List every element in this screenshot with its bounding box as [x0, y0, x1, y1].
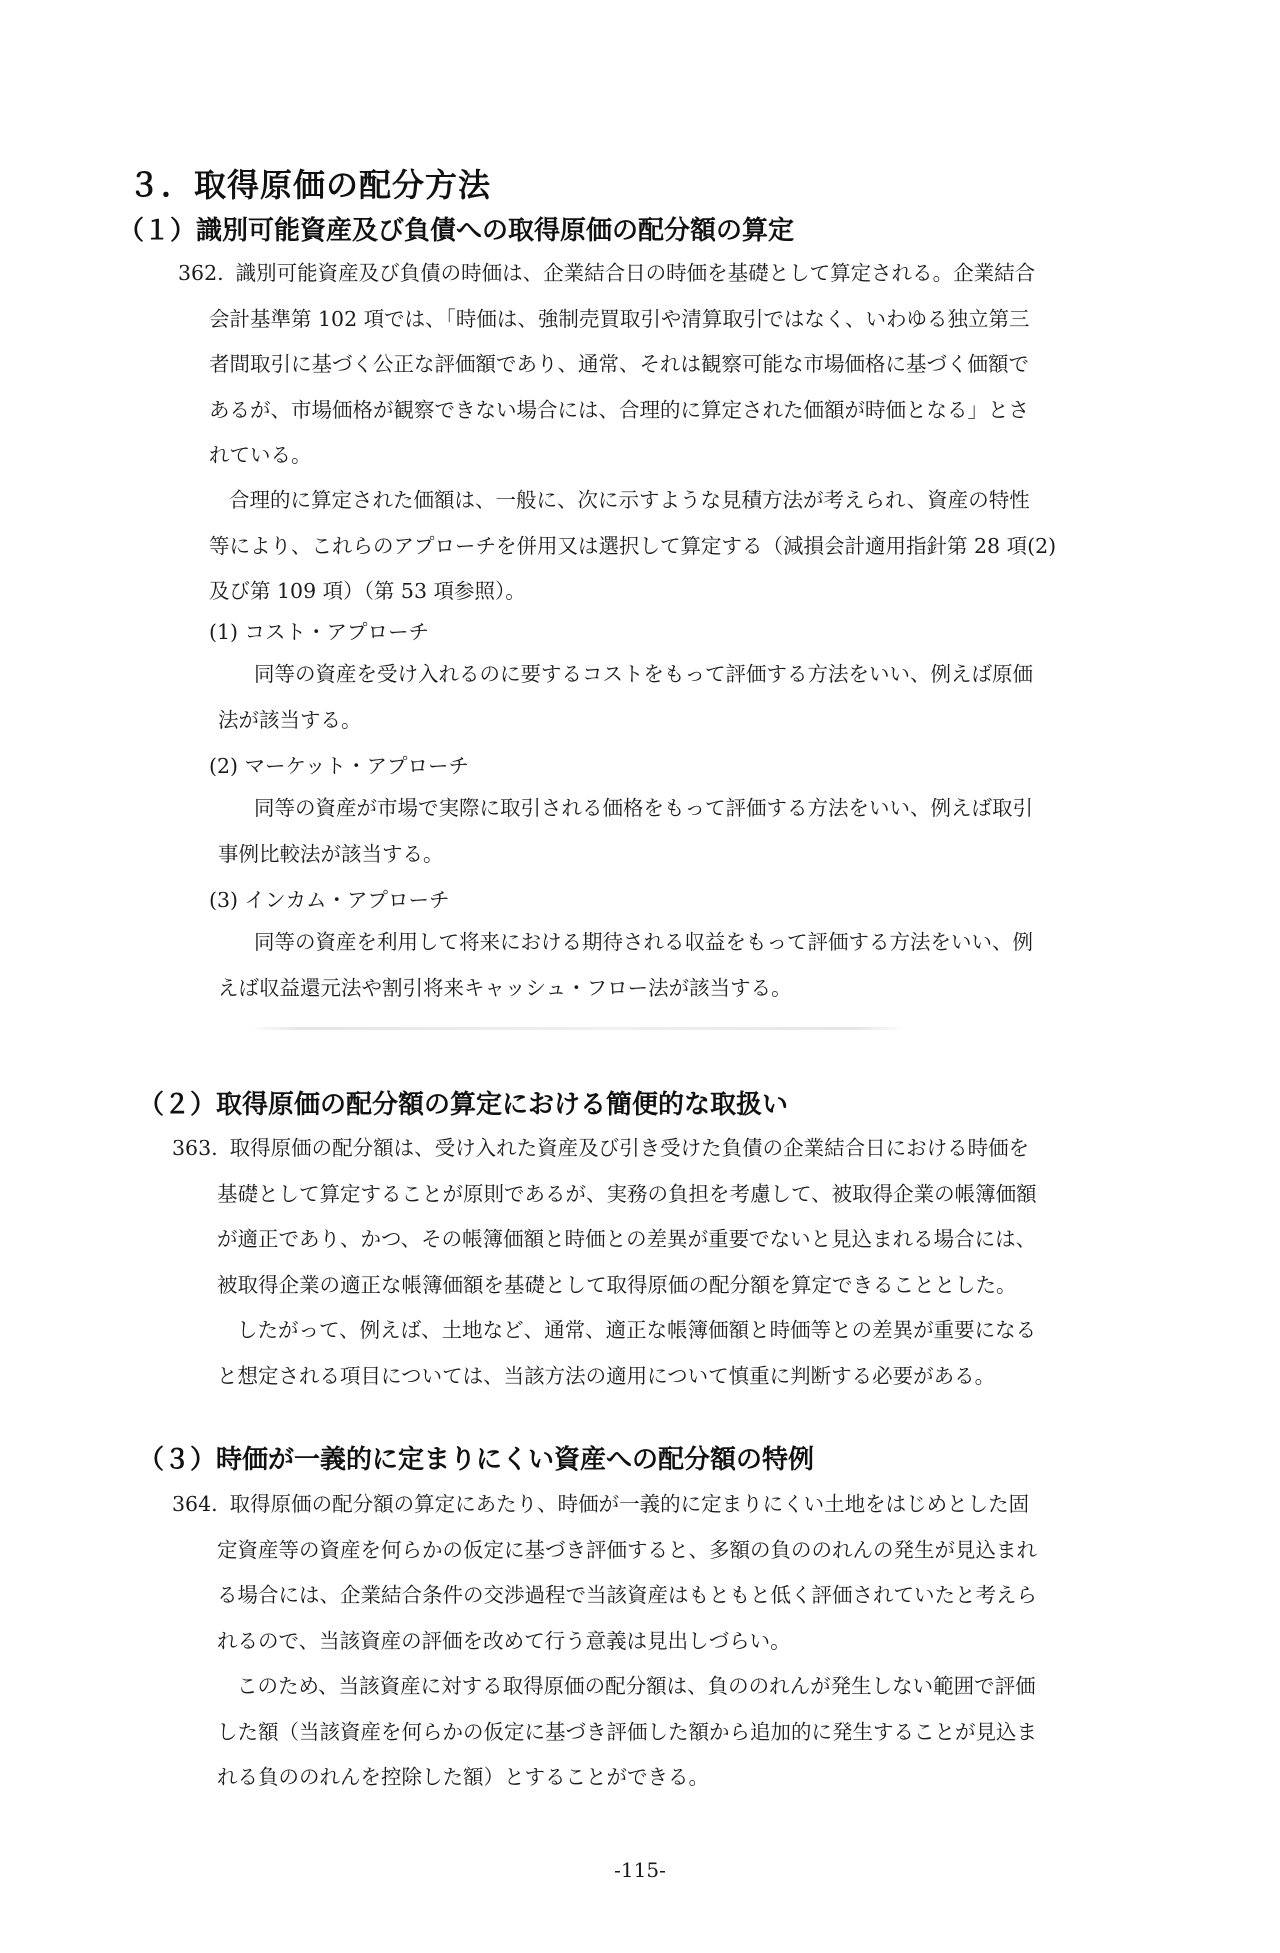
paragraph-line: 同等の資産が市場で実際に取引される価格をもって評価する方法をいい、例えば取引	[254, 796, 1033, 820]
item-title-income-approach: (3) インカム・アプローチ	[209, 888, 450, 912]
paragraph-363-continued	[217, 1308, 1187, 1399]
paragraph-364	[172, 1482, 1182, 1664]
paragraph-number: 364.	[172, 1492, 218, 1516]
paragraph-line: 等により、これらのアプローチを併用又は選択して算定する（減損会計適用指針第 28 項(2)	[209, 533, 1057, 558]
paragraph-line: 同等の資産を利用して将来における期待される収益をもって評価する方法をいい、例	[254, 930, 1033, 954]
item-body-market-approach	[218, 786, 1178, 877]
paragraph-line: あるが、市場価格が観察できない場合には、合理的に算定された価額が時価となる」とさ	[209, 397, 1029, 422]
paragraph-line: 法が該当する。	[218, 707, 362, 732]
paragraph-line: 同等の資産を受け入れるのに要するコストをもって評価する方法をいい、例えば原価	[254, 662, 1033, 686]
paragraph-number: 363.	[172, 1136, 218, 1160]
paragraph-line: えば収益還元法や割引将来キャッシュ・フロー法が該当する。	[218, 975, 792, 1000]
item-title-market-approach: (2) マーケット・アプローチ	[209, 754, 470, 778]
paragraph-line: が適正であり、かつ、その帳簿価額と時価との差異が重要でないと見込まれる場合には、	[217, 1227, 1037, 1251]
paragraph-line: 定資産等の資産を何らかの仮定に基づき評価すると、多額の負ののれんの発生が見込まれ	[217, 1537, 1037, 1562]
paragraph-line: このため、当該資産に対する取得原価の配分額は、負ののれんが発生しない範囲で評価	[237, 1674, 1036, 1698]
paragraph-line: 基礎として算定することが原則であるが、実務の負担を考慮して、被取得企業の帳簿価額	[217, 1181, 1037, 1206]
paragraph-line: 362. 識別可能資産及び負債の時価は、企業結合日の時価を基礎として算定される。企業結合	[178, 261, 1036, 285]
paragraph-line: 363. 取得原価の配分額は、受け入れた資産及び引き受けた負債の企業結合日における時価を	[172, 1136, 1030, 1160]
paragraph-line: したがって、例えば、土地など、通常、適正な帳簿価額と時価等との差異が重要になる	[237, 1318, 1037, 1342]
paragraph-line: した額（当該資産を何らかの仮定に基づき評価した額から追加的に発生することが見込ま	[217, 1719, 1037, 1744]
section-3-heading: （３）時価が一義的に定まりにくい資産への配分額の特例	[138, 1445, 815, 1475]
paragraph-line: れる負ののれんを控除した額）とすることができる。	[217, 1765, 709, 1789]
paragraph-362	[178, 251, 1178, 479]
section-2-heading: （２）取得原価の配分額の算定における簡便的な取扱い	[138, 1090, 789, 1120]
paragraph-line: 364. 取得原価の配分額の算定にあたり、時価が一義的に定まりにくい土地をはじめとした固	[172, 1492, 1030, 1516]
section-1-heading: （１）識別可能資産及び負債への取得原価の配分額の算定	[118, 216, 795, 246]
paragraph-line: 及び第 109 項）（第 53 項参照）。	[209, 579, 526, 603]
paragraph-line: れるので、当該資産の評価を改めて行う意義は見出しづらい。	[217, 1628, 791, 1653]
paragraph-number: 362.	[178, 261, 224, 285]
paragraph-approaches	[209, 478, 1189, 615]
paragraph-line: れている。	[209, 443, 312, 467]
paragraph-line: 合理的に算定された価額は、一般に、次に示すような見積方法が考えられ、資産の特性	[229, 488, 1030, 512]
paragraph-line: 会計基準第 102 項では、「時価は、強制売買取引や清算取引ではなく、いわゆる独立第三	[209, 306, 1030, 331]
paragraph-line: る場合には、企業結合条件の交渉過程で当該資産はもともと低く評価されていたと考えら	[217, 1583, 1037, 1607]
paragraph-363	[172, 1126, 1182, 1308]
item-body-cost-approach	[218, 652, 1178, 743]
main-heading: ３．取得原価の配分方法	[128, 166, 492, 204]
item-title-cost-approach: (1) コスト・アプローチ	[209, 620, 430, 644]
paragraph-line: と想定される項目については、当該方法の適用について慎重に判断する必要がある。	[217, 1363, 996, 1388]
page-number: -115-	[614, 1858, 666, 1882]
item-body-income-approach	[218, 920, 1178, 1011]
paragraph-line: 者間取引に基づく公正な評価額であり、通常、それは観察可能な市場価格に基づく価額で	[209, 352, 1029, 376]
paragraph-line: 被取得企業の適正な帳簿価額を基礎として取得原価の配分額を算定できることとした。	[217, 1272, 1017, 1297]
paragraph-line: 事例比較法が該当する。	[218, 841, 444, 866]
scan-artifact-line	[248, 1027, 908, 1030]
paragraph-364-continued	[217, 1664, 1187, 1801]
